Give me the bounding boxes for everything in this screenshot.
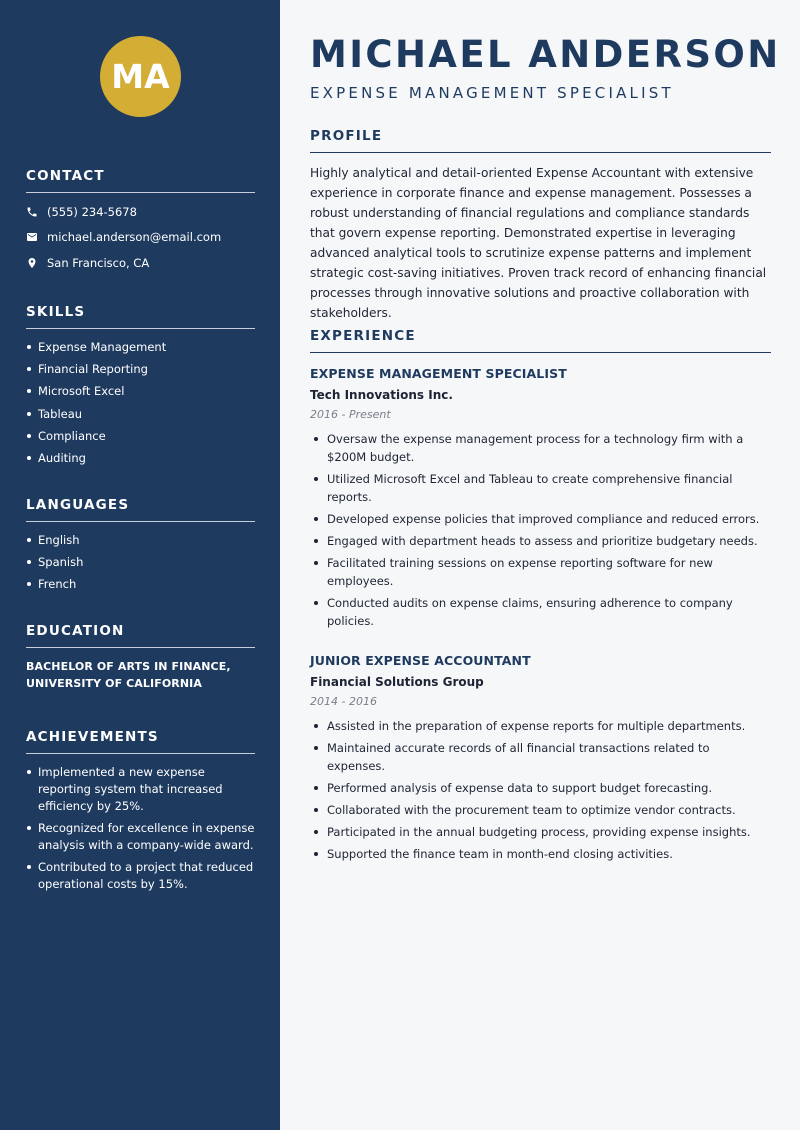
job-bullet: Participated in the annual budgeting process, providing expense insights.	[310, 823, 771, 841]
language-item: English	[26, 532, 255, 548]
degree-line: BACHELOR OF ARTS IN FINANCE,	[26, 660, 231, 673]
profile-heading: PROFILE	[310, 128, 771, 153]
phone-icon	[26, 206, 38, 218]
job-bullet: Engaged with department heads to assess and prioritize budgetary needs.	[310, 532, 771, 550]
job-entry	[310, 366, 771, 634]
contact-location	[26, 250, 255, 276]
achievement-item: Recognized for excellence in expense analysis with a company-wide award.	[26, 820, 255, 854]
contact-heading: CONTACT	[26, 168, 255, 193]
language-item: French	[26, 576, 255, 592]
contact-email[interactable]	[26, 225, 255, 251]
person-name: MICHAEL ANDERSON	[310, 33, 781, 76]
skill-item: Microsoft Excel	[26, 383, 255, 399]
languages-list	[26, 532, 255, 592]
job-bullet: Collaborated with the procurement team to optimize vendor contracts.	[310, 801, 771, 819]
job-bullet: Performed analysis of expense data to support budget forecasting.	[310, 779, 771, 797]
company-name: Tech Innovations Inc.	[310, 388, 453, 402]
contact-location-text: San Francisco, CA	[47, 255, 150, 270]
job-bullet: Assisted in the preparation of expense reports for multiple departments.	[310, 717, 771, 735]
achievement-item: Contributed to a project that reduced operational costs by 15%.	[26, 859, 255, 893]
achievements-heading: ACHIEVEMENTS	[26, 729, 255, 754]
email-icon	[26, 231, 38, 243]
job-bullet: Maintained accurate records of all financial transactions related to expenses.	[310, 739, 771, 775]
experience-heading: EXPERIENCE	[310, 328, 771, 353]
job-bullets	[310, 717, 771, 863]
skills-heading: SKILLS	[26, 304, 255, 329]
languages-section	[26, 497, 255, 599]
job-bullet: Conducted audits on expense claims, ensuring adherence to company policies.	[310, 594, 771, 630]
education-section	[26, 623, 255, 692]
contact-phone[interactable]	[26, 199, 255, 225]
language-item: Spanish	[26, 554, 255, 570]
job-title: JUNIOR EXPENSE ACCOUNTANT	[310, 653, 531, 668]
person-title: EXPENSE MANAGEMENT SPECIALIST	[310, 84, 674, 102]
location-pin-icon	[26, 257, 38, 269]
job-title: EXPENSE MANAGEMENT SPECIALIST	[310, 366, 567, 381]
contact-email-text: michael.anderson@email.com	[47, 230, 222, 245]
job-bullet: Supported the finance team in month-end closing activities.	[310, 845, 771, 863]
skills-section	[26, 304, 255, 472]
education-heading: EDUCATION	[26, 623, 255, 648]
job-bullets	[310, 430, 771, 630]
job-entry	[310, 653, 771, 867]
job-bullet: Developed expense policies that improved compliance and reduced errors.	[310, 510, 771, 528]
skill-item: Compliance	[26, 428, 255, 444]
skill-item: Financial Reporting	[26, 361, 255, 377]
avatar: MA	[100, 36, 181, 117]
contact-phone-text: (555) 234-5678	[47, 204, 137, 219]
achievements-section	[26, 729, 255, 898]
achievement-item: Implemented a new expense reporting system that increased efficiency by 25%.	[26, 764, 255, 815]
job-bullet: Utilized Microsoft Excel and Tableau to create comprehensive financial reports.	[310, 470, 771, 506]
education-degree	[26, 658, 255, 692]
skills-list	[26, 339, 255, 466]
company-name: Financial Solutions Group	[310, 675, 484, 689]
sidebar	[0, 0, 280, 1130]
skill-item: Auditing	[26, 450, 255, 466]
job-dates: 2016 - Present	[310, 408, 391, 421]
achievements-list	[26, 764, 255, 893]
experience-section	[310, 328, 771, 353]
job-bullet: Facilitated training sessions on expense reporting software for new employees.	[310, 554, 771, 590]
profile-section	[310, 128, 771, 323]
languages-heading: LANGUAGES	[26, 497, 255, 522]
skill-item: Expense Management	[26, 339, 255, 355]
job-dates: 2014 - 2016	[310, 695, 377, 708]
university-line: UNIVERSITY OF CALIFORNIA	[26, 677, 202, 690]
contact-section	[26, 168, 255, 276]
profile-text: Highly analytical and detail-oriented Expense Accountant with extensive experience in corporate finance and expense management. Possesses a robust understanding of financial regulations and compliance standards that govern expense reporting. Demonstrated expertise in leveraging advanced analytical tools to scrutinize expense patterns and implement strategic cost-saving initiatives. Proven track record of enhancing financial processes through innovative solutions and proactive collaboration with stakeholders.	[310, 166, 767, 320]
job-bullet: Oversaw the expense management process for a technology firm with a $200M budget.	[310, 430, 771, 466]
skill-item: Tableau	[26, 406, 255, 422]
